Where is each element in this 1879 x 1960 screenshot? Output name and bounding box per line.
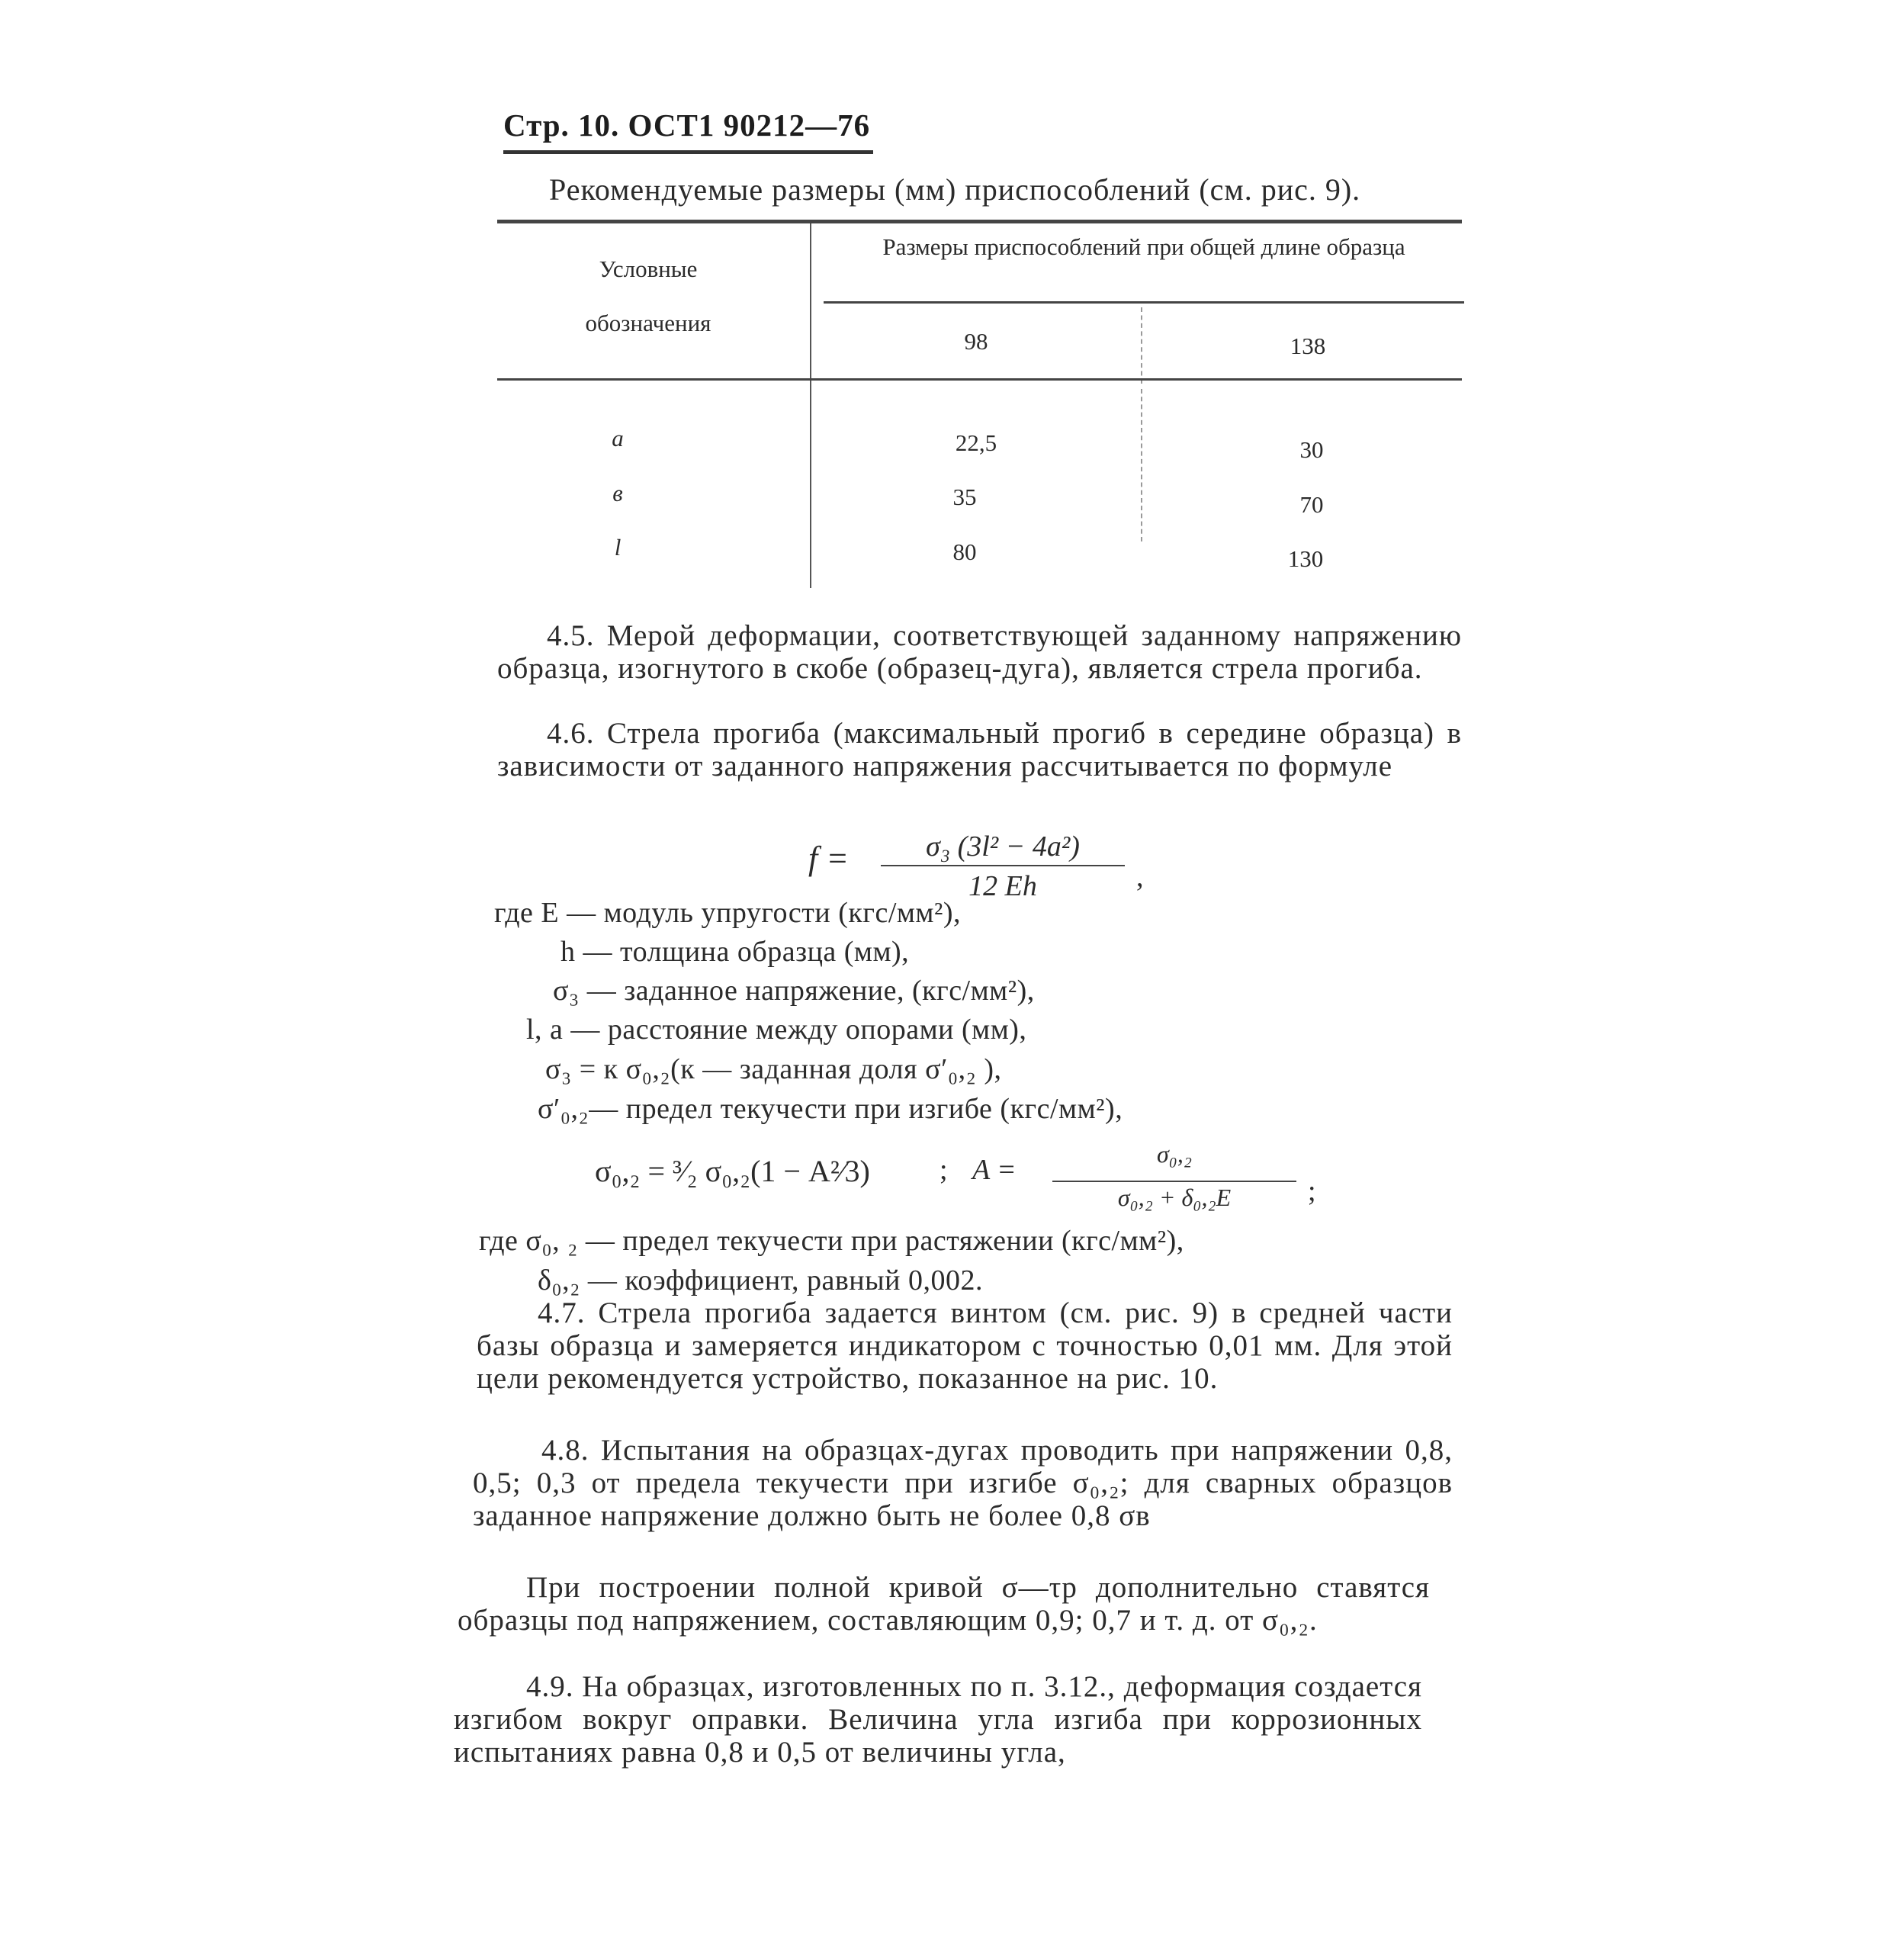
header-bottom-rule (497, 378, 1462, 381)
formula-2-left: σ₀,₂ = ³⁄₂ σ₀,₂(1 − A²⁄3) (595, 1154, 870, 1188)
paragraph-4-6 (497, 717, 1462, 782)
formula-2-a-numerator: σ₀,₂ (1156, 1140, 1193, 1168)
legend-1-line-3: σ₃ — заданное напряжение, (кгс/мм²), (553, 975, 1035, 1007)
page-header: Стр. 10. ОСТ1 90212—76 (503, 108, 871, 143)
subheader-rule (824, 301, 1464, 304)
formula-1-numerator: σ₃ (3l² − 4a²) (926, 831, 1080, 863)
subheader-98: 98 (964, 328, 988, 355)
legend-2-line-2: δ₀,₂ — коэффициент, равный 0,002. (538, 1264, 983, 1296)
paragraph-4-9 (454, 1670, 1422, 1769)
paragraph-4-6-text: 4.6. Стрела прогиба (максимальный прогиб в середине образца) в зависимости от заданного напряжения рассчитывается по формуле (497, 717, 1462, 782)
col1-header-line1: Условные (599, 255, 698, 282)
row-l-138: 130 (1287, 545, 1324, 572)
paragraph-4-5 (497, 619, 1462, 685)
formula-2-a-lhs: A = (972, 1154, 1017, 1186)
subheader-divider (1141, 307, 1142, 384)
row-a-98: 22,5 (955, 429, 997, 456)
formula-1-lhs: f = (808, 840, 849, 877)
paragraph-4-8b-text: При построении полной кривой σ—τр дополнительно ставятся образцы под напряжением, составляющим 0,9; 0,7 и т. д. от σ₀,₂. (458, 1571, 1430, 1637)
formula-2-a-denominator: σ₀,₂ + δ₀,₂E (1117, 1184, 1232, 1211)
paragraph-4-8 (473, 1434, 1453, 1532)
legend-1-line-6: σ′₀,₂— предел текучести при изгибе (кгс/мм²), (538, 1093, 1123, 1125)
formula-1-denominator: 12 Eh (968, 870, 1037, 902)
header-underline (503, 150, 873, 154)
legend-2-line-1: где σ₀, ₂ — предел текучести при растяжении (кгс/мм²), (479, 1225, 1184, 1257)
paragraph-4-9-text: 4.9. На образцах, изготовленных по п. 3.12., деформация создается изгибом вокруг оправки. Величина угла изгиба при коррозионных испытаниях равна 0,8 и 0,5 от величины угла, (454, 1670, 1422, 1769)
paragraph-4-8b (458, 1571, 1430, 1637)
paragraph-4-7 (477, 1296, 1453, 1395)
legend-1-line-4: l, a — расстояние между опорами (мм), (526, 1014, 1027, 1046)
row-l-98: 80 (952, 538, 977, 565)
paragraph-4-8-text: 4.8. Испытания на образцах-дугах проводить при напряжении 0,8, 0,5; 0,3 от предела текучести при изгибе σ₀,₂; для сварных образцов заданное напряжение должно быть не более 0,8 σв (473, 1434, 1453, 1532)
table-caption: Рекомендуемые размеры (мм) приспособлений (см. рис. 9). (549, 172, 1361, 207)
paragraph-4-5-text: 4.5. Мерой деформации, соответствующей заданному напряжению образца, изогнутого в скобе (образец-дуга), является стрела прогиба. (497, 619, 1462, 685)
row-a-138: 30 (1299, 436, 1324, 463)
group-header: Размеры приспособлений при общей длине образца (882, 233, 1405, 260)
paragraph-4-7-text: 4.7. Стрела прогиба задается винтом (см. рис. 9) в средней части базы образца и замеряется индикатором с точностью 0,01 мм. Для этой цели рекомендуется устройство, показанное на рис. 10. (477, 1296, 1453, 1395)
formula-2-a-bar (1052, 1181, 1296, 1182)
row-symbol-a: а (612, 425, 624, 451)
col1-header-line2: обозначения (585, 310, 711, 336)
legend-1-line-2: h — толщина образца (мм), (560, 936, 910, 968)
row-symbol-v: в (612, 480, 623, 506)
table-top-rule (497, 220, 1462, 223)
row-v-138: 70 (1299, 491, 1324, 518)
body-divider (1141, 389, 1142, 541)
formula-2-separator: ; (939, 1154, 948, 1186)
formula-1-bar (881, 865, 1125, 866)
formula-1-tail: , (1136, 861, 1144, 893)
row-symbol-l: l (614, 534, 622, 561)
legend-1-line-5: σ₃ = к σ₀,₂(к — заданная доля σ′₀,₂ ), (545, 1053, 1002, 1085)
formula-2-tail: ; (1308, 1175, 1316, 1207)
subheader-138: 138 (1290, 333, 1326, 359)
row-v-98: 35 (952, 484, 977, 510)
table-vertical-rule (810, 223, 811, 588)
legend-1-line-1: где E — модуль упругости (кгс/мм²), (494, 897, 962, 929)
